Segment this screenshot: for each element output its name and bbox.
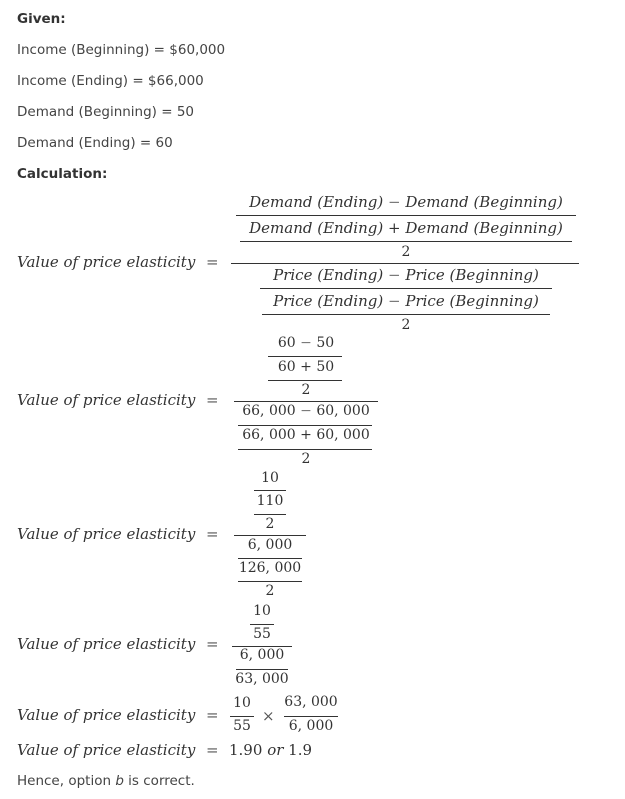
fraction-bar <box>236 215 576 216</box>
given-demand-beginning: Demand (Beginning) = 50 <box>17 104 195 120</box>
equation-label: Value of price elasticity <box>17 741 196 759</box>
equals-sign: = <box>206 525 219 543</box>
fraction-bar <box>284 716 338 717</box>
times-sign: × <box>262 707 275 725</box>
step5-frac2-numerator: 63, 000 <box>284 694 338 710</box>
step4-top-n1: 10 <box>253 603 271 619</box>
main-fraction-bar <box>234 401 378 402</box>
main-fraction-bar <box>234 535 306 536</box>
fraction-bar <box>238 558 302 559</box>
step3-bottom-two: 2 <box>265 583 275 599</box>
conclusion-text: Hence, option b is correct. <box>17 773 195 789</box>
step5-frac1-numerator: 10 <box>233 695 251 711</box>
given-income-beginning: Income (Beginning) = $60,000 <box>17 42 226 58</box>
step2-top-two: 2 <box>301 382 311 398</box>
fraction-bar <box>254 490 286 491</box>
fraction-bar <box>238 449 372 450</box>
step1-top-denominator-two: 2 <box>401 244 411 260</box>
equation-label: Value of price elasticity <box>17 635 196 653</box>
step3-top-n1: 10 <box>261 470 279 486</box>
step2-bottom-denominator-sum: 66, 000 + 60, 000 <box>242 427 370 443</box>
step3-top-d1: 110 <box>256 493 284 509</box>
fraction-bar <box>260 288 552 289</box>
fraction-bar <box>240 241 572 242</box>
result-value: 1.90 or 1.9 <box>229 741 313 759</box>
fraction-bar <box>268 380 342 381</box>
equation-label: Value of price elasticity <box>17 391 196 409</box>
equals-sign: = <box>206 635 219 653</box>
given-heading: Given: <box>17 11 66 27</box>
fraction-bar <box>268 356 342 357</box>
step4-bottom-n2: 6, 000 <box>239 647 285 663</box>
given-income-ending: Income (Ending) = $66,000 <box>17 73 204 89</box>
step5-frac2-denominator: 6, 000 <box>288 718 334 734</box>
fraction-bar <box>238 425 372 426</box>
step2-bottom-numerator: 66, 000 − 60, 000 <box>242 403 370 419</box>
fraction-bar <box>236 669 288 670</box>
step5-frac1-denominator: 55 <box>233 718 251 734</box>
given-demand-ending: Demand (Ending) = 60 <box>17 135 173 151</box>
step1-bottom-denominator-diff: Price (Ending) − Price (Beginning) <box>273 292 539 310</box>
step1-top-denominator-sum: Demand (Ending) + Demand (Beginning) <box>249 219 563 237</box>
step3-bottom-d2: 126, 000 <box>238 560 302 576</box>
fraction-bar <box>250 624 274 625</box>
fraction-bar <box>254 514 286 515</box>
fraction-bar <box>230 716 254 717</box>
equation-label: Value of price elasticity <box>17 525 196 543</box>
equals-sign: = <box>206 253 219 271</box>
step4-bottom-d2: 63, 000 <box>235 671 289 687</box>
equals-sign: = <box>206 706 219 724</box>
fraction-bar <box>262 314 550 315</box>
main-fraction-bar <box>231 263 579 264</box>
step4-top-d1: 55 <box>253 626 271 642</box>
step2-top-denominator-sum: 60 + 50 <box>277 359 335 375</box>
step1-bottom-numerator: Price (Ending) − Price (Beginning) <box>273 266 539 284</box>
step2-top-numerator: 60 − 50 <box>277 335 335 351</box>
equation-label: Value of price elasticity <box>17 253 196 271</box>
step1-bottom-denominator-two: 2 <box>401 317 411 333</box>
step1-top-numerator: Demand (Ending) − Demand (Beginning) <box>249 193 563 211</box>
equals-sign: = <box>206 391 219 409</box>
calculation-heading: Calculation: <box>17 166 108 182</box>
fraction-bar <box>238 581 302 582</box>
step3-bottom-n2: 6, 000 <box>247 537 293 553</box>
equation-label: Value of price elasticity <box>17 706 196 724</box>
step2-bottom-two: 2 <box>301 451 311 467</box>
equals-sign: = <box>206 741 219 759</box>
step3-top-two: 2 <box>265 516 275 532</box>
